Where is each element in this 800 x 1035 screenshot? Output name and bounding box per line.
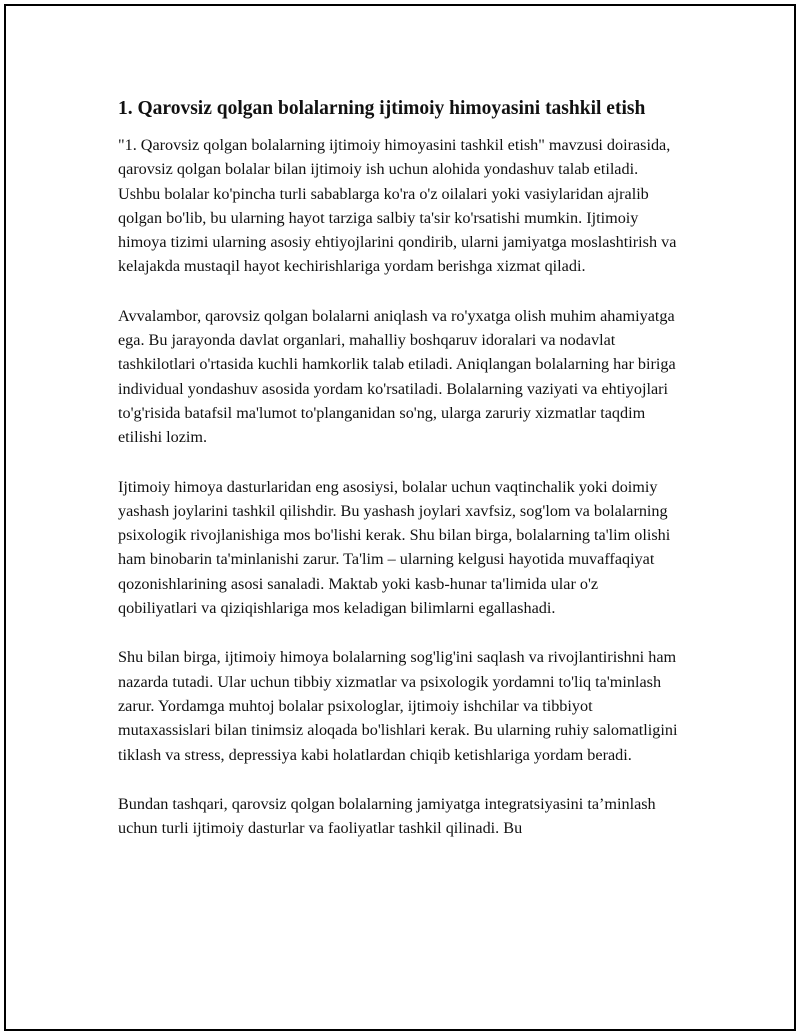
- paragraph-1: "1. Qarovsiz qolgan bolalarning ijtimoiy himoyasini tashkil etish" mavzusi doirasida, qarovsiz qolgan bolalar bilan ijtimoiy ish uchun alohida yondashuv talab etiladi. Ushbu bolalar ko'pincha turli sabablarga ko'ra o'z oilalari yoki vasiylaridan ajralib qolgan bo'lib, bu ularning hayot tarziga salbiy ta'sir ko'rsatishi mumkin. Ijtimoiy himoya tizimi ularning asosiy ehtiyojlarini qondirib, ularni jamiyatga moslashtirish va kelajakda mustaqil hayot kechirishlariga yordam berishga xizmat qiladi.: [118, 136, 677, 276]
- paragraph-3: Ijtimoiy himoya dasturlaridan eng asosiysi, bolalar uchun vaqtinchalik yoki doimiy yashash joylarini tashkil qilishdir. Bu yashash joylari xavfsiz, sog'lom va bolalarning psixologik rivojlanishiga mos bo'lishi kerak. Shu bilan birga, bolalarning ta'lim olishi ham binobarin ta'minlanishi zarur. Ta'lim – ularning kelgusi hayotida muvaffaqiyat qozonishlarining asosi sanaladi. Maktab yoki kasb-hunar ta'limida ular o'z qobiliyatlari va qiziqishlariga mos keladigan bilimlarni egallashadi.: [118, 477, 671, 618]
- document-title: 1. Qarovsiz qolgan bolalarning ijtimoiy himoyasini tashkil etish: [118, 98, 646, 119]
- document-page: [4, 4, 796, 1031]
- paragraph-5: Bundan tashqari, qarovsiz qolgan bolalarning jamiyatga integratsiyasini ta’minlash uchun turli ijtimoiy dasturlar va faoliyatlar tashkil qilinadi. Bu: [118, 794, 656, 838]
- paragraph-4: Shu bilan birga, ijtimoiy himoya bolalarning sog'lig'ini saqlash va rivojlantirishni ham nazarda tutadi. Ular uchun tibbiy xizmatlar va psixologik yordamni to'liq ta'minlash zarur. Yordamga muhtoj bolalar psixologlar, ijtimoiy ishchilar va tibbiyot mutaxassislari bilan tinimsiz aloqada bo'lishlari kerak. Bu ularning ruhiy salomatligini tiklash va stress, depressiya kabi holatlardan chiqib ketishlariga yordam beradi.: [118, 648, 678, 764]
- paragraph-2: Avvalambor, qarovsiz qolgan bolalarni aniqlash va ro'yxatga olish muhim ahamiyatga ega. Bu jarayonda davlat organlari, mahalliy boshqaruv idoralari va nodavlat tashkilotlari o'rtasida kuchli hamkorlik talab etiladi. Aniqlangan bolalarning har biriga individual yondashuv asosida yordam ko'rsatiladi. Bolalarning vaziyati va ehtiyojlari to'g'risida batafsil ma'lumot to'planganidan so'ng, ularga zaruriy xizmatlar taqdim etilishi lozim.: [118, 306, 676, 447]
- document-body: [118, 94, 678, 865]
